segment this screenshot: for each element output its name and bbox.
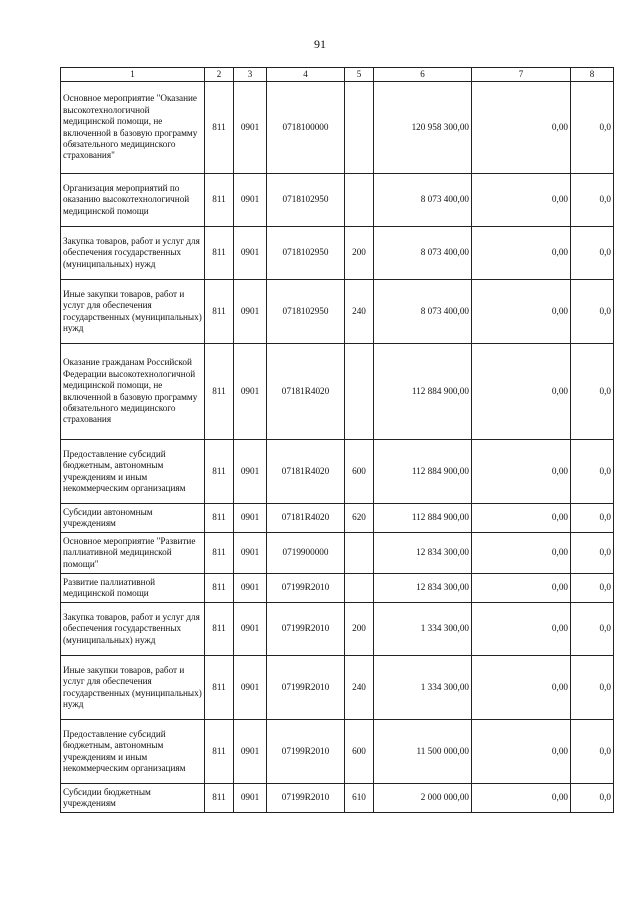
- expense-type: 200: [345, 227, 374, 280]
- admin-code: 811: [205, 440, 234, 504]
- section-code: 0901: [234, 280, 267, 344]
- target-code: 07199R2010: [267, 720, 345, 784]
- col8-value: 0,0: [571, 82, 614, 174]
- amount: 112 884 900,00: [374, 504, 472, 533]
- row-name: Оказание гражданам Российской Федерации высокотехнологичной медицинской помощи, не включенной в базовую программу обязательного медицинского страхования: [61, 344, 205, 440]
- col8-value: 0,0: [571, 784, 614, 813]
- expense-type: 620: [345, 504, 374, 533]
- amount: 8 073 400,00: [374, 227, 472, 280]
- target-code: 07181R4020: [267, 344, 345, 440]
- target-code: 07199R2010: [267, 784, 345, 813]
- table-row: [61, 504, 614, 533]
- row-name: Иные закупки товаров, работ и услуг для обеспечения государственных (муниципальных) нужд: [61, 280, 205, 344]
- expense-type: 610: [345, 784, 374, 813]
- section-code: 0901: [234, 720, 267, 784]
- section-code: 0901: [234, 504, 267, 533]
- header-cell: 6: [374, 68, 472, 82]
- page-number: 91: [314, 37, 326, 51]
- amount: 11 500 000,00: [374, 720, 472, 784]
- admin-code: 811: [205, 656, 234, 720]
- table-row: [61, 174, 614, 227]
- expense-type: [345, 533, 374, 574]
- admin-code: 811: [205, 82, 234, 174]
- amount: 12 834 300,00: [374, 533, 472, 574]
- amount: 112 884 900,00: [374, 440, 472, 504]
- table-row: [61, 656, 614, 720]
- header-cell: 2: [205, 68, 234, 82]
- section-code: 0901: [234, 574, 267, 603]
- col8-value: 0,0: [571, 720, 614, 784]
- table-row: [61, 533, 614, 574]
- col7-value: 0,00: [472, 504, 571, 533]
- target-code: 07181R4020: [267, 504, 345, 533]
- expense-type: 200: [345, 603, 374, 656]
- amount: 8 073 400,00: [374, 174, 472, 227]
- target-code: 07199R2010: [267, 656, 345, 720]
- target-code: 07181R4020: [267, 440, 345, 504]
- col7-value: 0,00: [472, 344, 571, 440]
- admin-code: 811: [205, 784, 234, 813]
- header-cell: 5: [345, 68, 374, 82]
- col8-value: 0,0: [571, 174, 614, 227]
- amount: 1 334 300,00: [374, 656, 472, 720]
- col7-value: 0,00: [472, 533, 571, 574]
- col7-value: 0,00: [472, 440, 571, 504]
- section-code: 0901: [234, 656, 267, 720]
- target-code: 0718102950: [267, 280, 345, 344]
- amount: 120 958 300,00: [374, 82, 472, 174]
- row-name: Предоставление субсидий бюджетным, автономным учреждениям и иным некоммерческим организациям: [61, 720, 205, 784]
- admin-code: 811: [205, 533, 234, 574]
- admin-code: 811: [205, 603, 234, 656]
- header-cell: 4: [267, 68, 345, 82]
- expense-type: 240: [345, 280, 374, 344]
- admin-code: 811: [205, 280, 234, 344]
- amount: 12 834 300,00: [374, 574, 472, 603]
- header-cell: 8: [571, 68, 614, 82]
- section-code: 0901: [234, 227, 267, 280]
- row-name: Закупка товаров, работ и услуг для обеспечения государственных (муниципальных) нужд: [61, 227, 205, 280]
- admin-code: 811: [205, 344, 234, 440]
- section-code: 0901: [234, 533, 267, 574]
- header-cell: 7: [472, 68, 571, 82]
- table-row: [61, 784, 614, 813]
- expense-type: 600: [345, 720, 374, 784]
- table-row: [61, 280, 614, 344]
- target-code: 0719900000: [267, 533, 345, 574]
- col8-value: 0,0: [571, 574, 614, 603]
- col7-value: 0,00: [472, 174, 571, 227]
- admin-code: 811: [205, 174, 234, 227]
- admin-code: 811: [205, 720, 234, 784]
- table-row: [61, 227, 614, 280]
- table-row: [61, 603, 614, 656]
- admin-code: 811: [205, 227, 234, 280]
- table-row: [61, 82, 614, 174]
- header-cell: 1: [61, 68, 205, 82]
- expense-type: [345, 82, 374, 174]
- amount: 1 334 300,00: [374, 603, 472, 656]
- section-code: 0901: [234, 603, 267, 656]
- section-code: 0901: [234, 344, 267, 440]
- col7-value: 0,00: [472, 784, 571, 813]
- expense-type: 240: [345, 656, 374, 720]
- amount: 112 884 900,00: [374, 344, 472, 440]
- target-code: 07199R2010: [267, 574, 345, 603]
- header-cell: 3: [234, 68, 267, 82]
- expense-type: 600: [345, 440, 374, 504]
- admin-code: 811: [205, 504, 234, 533]
- row-name: Субсидии бюджетным учреждениям: [61, 784, 205, 813]
- table-row: [61, 440, 614, 504]
- admin-code: 811: [205, 574, 234, 603]
- section-code: 0901: [234, 440, 267, 504]
- target-code: 07199R2010: [267, 603, 345, 656]
- target-code: 0718102950: [267, 227, 345, 280]
- section-code: 0901: [234, 82, 267, 174]
- col8-value: 0,0: [571, 656, 614, 720]
- target-code: 0718100000: [267, 82, 345, 174]
- table-row: [61, 720, 614, 784]
- row-name: Субсидии автономным учреждениям: [61, 504, 205, 533]
- section-code: 0901: [234, 174, 267, 227]
- header-row: [61, 68, 614, 82]
- col7-value: 0,00: [472, 227, 571, 280]
- budget-table: [60, 67, 614, 813]
- col8-value: 0,0: [571, 533, 614, 574]
- col8-value: 0,0: [571, 227, 614, 280]
- col8-value: 0,0: [571, 280, 614, 344]
- col7-value: 0,00: [472, 603, 571, 656]
- target-code: 0718102950: [267, 174, 345, 227]
- col8-value: 0,0: [571, 344, 614, 440]
- row-name: Организация мероприятий по оказанию высокотехнологичной медицинской помощи: [61, 174, 205, 227]
- row-name: Иные закупки товаров, работ и услуг для обеспечения государственных (муниципальных) нужд: [61, 656, 205, 720]
- col7-value: 0,00: [472, 720, 571, 784]
- section-code: 0901: [234, 784, 267, 813]
- col7-value: 0,00: [472, 656, 571, 720]
- col8-value: 0,0: [571, 440, 614, 504]
- col7-value: 0,00: [472, 574, 571, 603]
- table-row: [61, 574, 614, 603]
- expense-type: [345, 574, 374, 603]
- col8-value: 0,0: [571, 603, 614, 656]
- row-name: Предоставление субсидий бюджетным, автономным учреждениям и иным некоммерческим организациям: [61, 440, 205, 504]
- row-name: Основное мероприятие "Развитие паллиативной медицинской помощи": [61, 533, 205, 574]
- row-name: Закупка товаров, работ и услуг для обеспечения государственных (муниципальных) нужд: [61, 603, 205, 656]
- amount: 2 000 000,00: [374, 784, 472, 813]
- amount: 8 073 400,00: [374, 280, 472, 344]
- table-row: [61, 344, 614, 440]
- col7-value: 0,00: [472, 82, 571, 174]
- row-name: Основное мероприятие "Оказание высокотехнологичной медицинской помощи, не включенной в базовую программу обязательного медицинского страхования": [61, 82, 205, 174]
- row-name: Развитие паллиативной медицинской помощи: [61, 574, 205, 603]
- expense-type: [345, 344, 374, 440]
- col7-value: 0,00: [472, 280, 571, 344]
- col8-value: 0,0: [571, 504, 614, 533]
- expense-type: [345, 174, 374, 227]
